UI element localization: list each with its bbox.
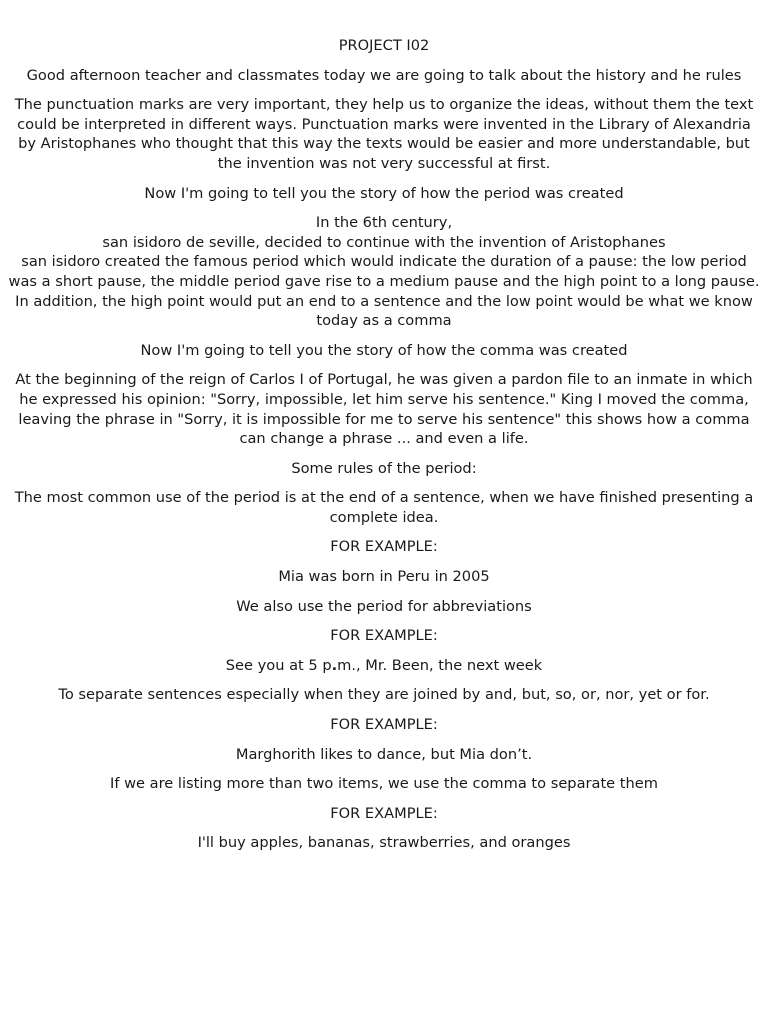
example-3: Marghorith likes to dance, but Mia don’t. xyxy=(235,745,533,763)
rules-heading: Some rules of the period: xyxy=(291,459,477,477)
example-label-2: FOR EXAMPLE: xyxy=(330,627,438,645)
rule-4: If we are listing more than two items, we use the comma to separate them xyxy=(110,775,658,793)
period-story-heading: Now I'm going to tell you the story of how the period was created xyxy=(144,184,624,202)
comma-story-heading: Now I'm going to tell you the story of how the comma was created xyxy=(140,341,628,359)
document-title: PROJECT I02 xyxy=(338,37,430,54)
example-label-1: FOR EXAMPLE: xyxy=(330,538,438,556)
example-1: Mia was born in Peru in 2005 xyxy=(278,568,490,586)
example-2-dot: . xyxy=(331,656,338,674)
example-2-part-2: m., Mr. Been, the next week xyxy=(337,656,543,674)
period-story-line-1: In the 6th century, xyxy=(315,214,453,232)
example-2 xyxy=(8,656,760,676)
rule-2: We also use the period for abbreviations xyxy=(236,597,532,615)
example-2-part-1: See you at 5 p xyxy=(225,656,332,674)
example-label-3: FOR EXAMPLE: xyxy=(330,716,438,734)
period-story-line-2: san isidoro de seville, decided to continue with the invention of Aristophanes xyxy=(102,233,666,251)
intro-paragraph: Good afternoon teacher and classmates today we are going to talk about the history and he rules xyxy=(26,66,742,84)
comma-story-paragraph: At the beginning of the reign of Carlos I of Portugal, he was given a pardon file to an inmate in which he expressed his opinion: "Sorry, impossible, let him serve his sentence." King I moved the comma, leaving the phrase in "Sorry, it is impossible for me to serve his sentence" this shows how a comma can change a phrase ... and even a life. xyxy=(15,371,753,448)
punctuation-paragraph: The punctuation marks are very important, they help us to organize the ideas, without them the text could be interpreted in different ways. Punctuation marks were invented in the Library of Alexandria by Aristophanes who thought that this way the texts would be easier and more understandable, but the invention was not very successful at first. xyxy=(14,96,754,172)
rule-3: To separate sentences especially when they are joined by and, but, so, or, nor, yet or for. xyxy=(58,686,710,704)
period-story-paragraph xyxy=(8,213,760,331)
example-label-4: FOR EXAMPLE: xyxy=(330,804,438,822)
rule-1: The most common use of the period is at the end of a sentence, when we have finished presenting a complete idea. xyxy=(14,489,754,526)
period-story-line-3: san isidoro created the famous period which would indicate the duration of a pause: the low period was a short pause, the middle period gave rise to a medium pause and the high point to a long pause. In addition, the high point would put an end to a sentence and the low point would be what we know today as a comma xyxy=(8,253,760,330)
example-4: I'll buy apples, bananas, strawberries, and oranges xyxy=(197,834,571,852)
